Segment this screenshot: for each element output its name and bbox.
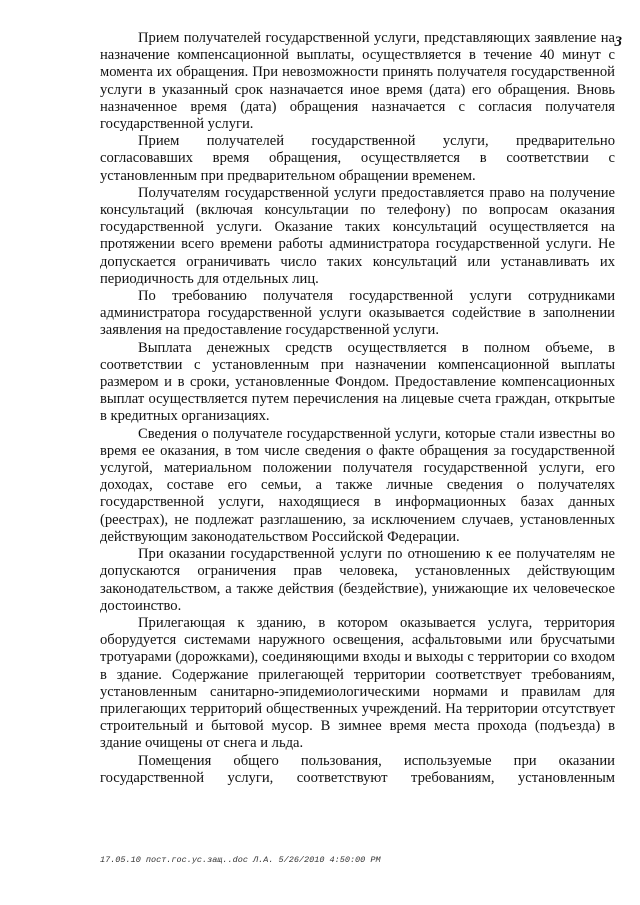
paragraph-confidentiality: Сведения о получателе государственной услуги, которые стали известны во время ее оказания, в том числе сведения о факте обращения за государственной услугой, материальном положении получателя государственной услуги, его доходах, составе его семьи, а также личные сведения о получателях государственной услуги, находящиеся в информационных базах данных (реестрах), не подлежат разглашению, за исключением случаев, установленных действующим законодательством Российской Федерации.	[100, 425, 615, 545]
paragraph-payment: Выплата денежных средств осуществляется в полном объеме, в соответствии с установленным при назначении компенсационной выплаты размером и в сроки, установленные Фондом. Предоставление компенсационных выплат осуществляется путем перечисления на лицевые счета граждан, открытые в кредитных организациях.	[100, 339, 615, 425]
paragraph-consultations: Получателям государственной услуги предоставляется право на получение консультаций (включая консультации по телефону) по вопросам оказания государственной услуги. Оказание таких консультаций осуществляется на протяжении всего времени работы администратора государственной услуги. Не допускается ограничивать число таких консультаций или устанавливать их периодичность для отдельных лиц.	[100, 184, 615, 287]
paragraph-reception-time: Прием получателей государственной услуги, представляющих заявление на назначение компенсационной выплаты, осуществляется в течение 40 минут с момента их обращения. При невозможности принять получателя государственной услуги в указанный срок назначается иное время (дата) его обращения. Вновь назначенное время (дата) обращения назначается с согласия получателя государственной услуги.	[100, 30, 615, 133]
paragraph-premises: Помещения общего пользования, используемые при оказании государственной услуги, соответствуют требованиям, установленным	[100, 752, 615, 786]
paragraph-assistance: По требованию получателя государственной услуги сотрудниками администратора государственной услуги оказывается содействие в заполнении заявления на предоставление государственной услуги.	[100, 288, 615, 339]
document-footer: 17.05.10 пост.гос.ус.защ..doc Л.А. 5/26/2010 4:50:00 PM	[100, 855, 381, 865]
paragraph-territory: Прилегающая к зданию, в котором оказывается услуга, территория оборудуется системами наружного освещения, асфальтовыми или брусчатыми тротуарами (дорожками), соединяющими входы и выходы с территории со входом в здание. Содержание прилегающей территории соответствует требованиям, установленным санитарно-эпидемиологическими нормами и правилам для прилегающих территорий общественных учреждений. На территории отсутствует строительный и бытовой мусор. В зимнее время места прохода (подъезда) в здание очищены от снега и льда.	[100, 614, 615, 752]
page-number: 3	[614, 34, 622, 50]
document-body	[100, 30, 615, 787]
paragraph-prearranged-reception: Прием получателей государственной услуги, предварительно согласовавших время обращения, осуществляется в соответствии с установленным при предварительном обращении временем.	[100, 133, 615, 184]
paragraph-rights: При оказании государственной услуги по отношению к ее получателям не допускаются ограничения прав человека, установленных действующим законодательством, а также действия (бездействие), унижающие их человеческое достоинство.	[100, 546, 615, 614]
